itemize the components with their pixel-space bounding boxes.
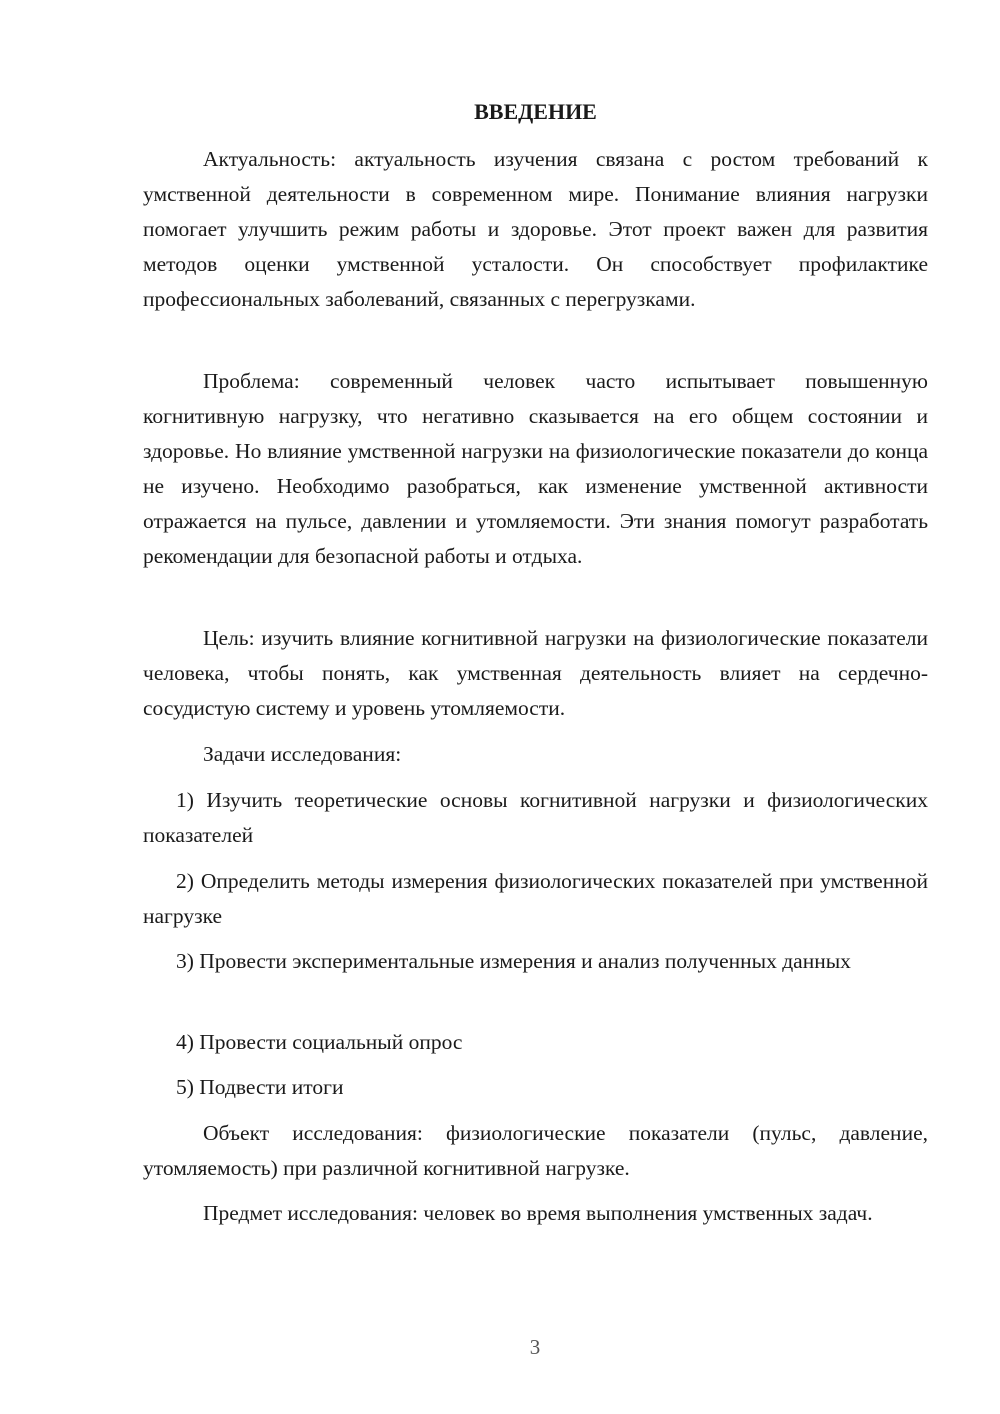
paragraph-relevance: Актуальность: актуальность изучения связана с ростом требований к умственной деятельности в современном мире. Понимание влияния нагрузки помогает улучшить режим работы и здоровье. Этот проект важен для развития методов оценки умственной усталости. Он способствует профилактике профессиональных заболеваний, связанных с перегрузками.: [143, 147, 928, 311]
page-number: 3: [529, 1335, 541, 1359]
task-item-1: 1) Изучить теоретические основы когнитивной нагрузки и физиологических показателей: [143, 788, 928, 847]
task-item-5: 5) Подвести итоги: [176, 1075, 344, 1099]
task-item-4: 4) Провести социальный опрос: [176, 1030, 463, 1054]
page-title: ВВЕДЕНИЕ: [474, 99, 597, 124]
task-item-3: 3) Провести экспериментальные измерения и анализ полученных данных: [176, 949, 851, 973]
paragraph-tasks-intro: Задачи исследования:: [203, 742, 402, 766]
paragraph-problem: Проблема: современный человек часто испытывает повышенную когнитивную нагрузку, что негативно сказывается на его общем состоянии и здоровье. Но влияние умственной нагрузки на физиологические показатели до конца не изучено. Необходимо разобраться, как изменение умственной активности отражается на пульсе, давлении и утомляемости. Эти знания помогут разработать рекомендации для безопасной работы и отдыха.: [143, 369, 928, 568]
paragraph-goal: Цель: изучить влияние когнитивной нагрузки на физиологические показатели человека, чтобы понять, как умственная деятельность влияет на сердечно-сосудистую систему и уровень утомляемости.: [143, 626, 928, 720]
task-item-2: 2) Определить методы измерения физиологических показателей при умственной нагрузке: [143, 869, 928, 928]
paragraph-object: Объект исследования: физиологические показатели (пульс, давление, утомляемость) при различной когнитивной нагрузке.: [143, 1121, 928, 1180]
paragraph-subject: Предмет исследования: человек во время выполнения умственных задач.: [203, 1201, 873, 1225]
